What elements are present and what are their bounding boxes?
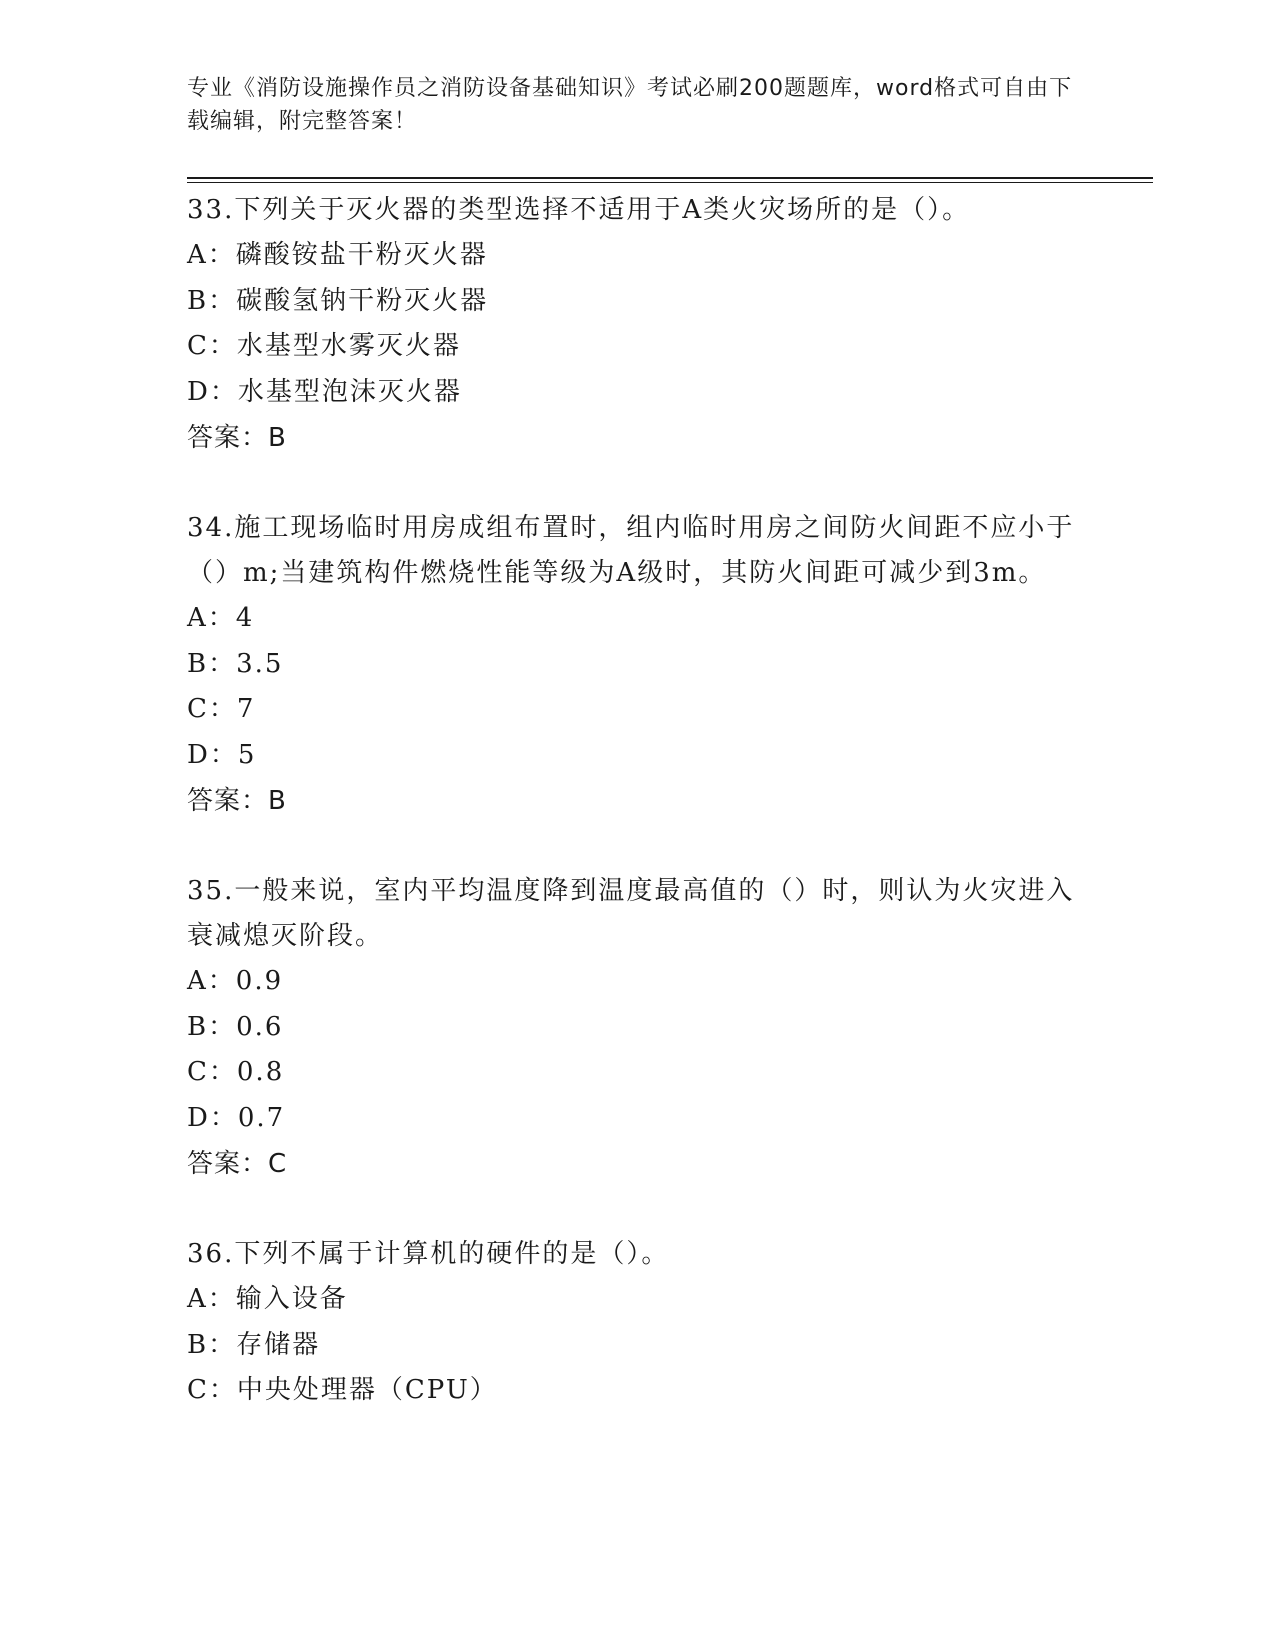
option-b: B：存储器	[187, 1329, 321, 1360]
option-a: A：磷酸铵盐干粉灭火器	[187, 240, 488, 270]
option-c: C：水基型水雾灭火器	[187, 331, 461, 361]
answer-value: B	[268, 786, 287, 816]
question-item	[187, 1232, 1077, 1414]
option-b: B：3.5	[187, 648, 284, 679]
question-item	[187, 188, 1077, 461]
option-a: A：输入设备	[187, 1284, 348, 1314]
option-c: C：中央处理器（CPU）	[187, 1375, 498, 1405]
header-divider-thin	[187, 182, 1153, 183]
answer-label: 答案：	[187, 423, 269, 453]
option-c: C：0.8	[187, 1057, 285, 1087]
question-list	[187, 188, 1077, 1459]
option-b: B：0.6	[187, 1011, 284, 1042]
document-header: 专业《消防设施操作员之消防设备基础知识》考试必刷200题题库，word格式可自由下载编辑，附完整答案！	[187, 76, 1073, 134]
option-d: D：5	[187, 739, 257, 770]
question-stem: 35.一般来说，室内平均温度降到温度最高值的（）时，则认为火灾进入衰减熄灭阶段。	[187, 876, 1075, 951]
option-a: A：0.9	[187, 966, 284, 996]
answer-line	[187, 415, 1077, 461]
question-item	[187, 869, 1077, 1187]
option-c: C：7	[187, 694, 256, 724]
option-d: D：水基型泡沫灭火器	[187, 376, 462, 407]
option-a: A：4	[187, 603, 255, 633]
answer-value: C	[268, 1149, 288, 1179]
question-stem: 33.下列关于灭火器的类型选择不适用于A类火灾场所的是（）。	[187, 195, 971, 225]
question-stem: 36.下列不属于计算机的硬件的是（）。	[187, 1239, 670, 1269]
question-stem: 34.施工现场临时用房成组布置时，组内临时用房之间防火间距不应小于（）m;当建筑构件燃烧性能等级为A级时，其防火间距可减少到3m。	[187, 513, 1075, 588]
answer-label: 答案：	[187, 786, 269, 816]
answer-value: B	[268, 423, 287, 453]
answer-label: 答案：	[187, 1149, 269, 1179]
option-d: D：0.7	[187, 1102, 286, 1133]
question-item	[187, 506, 1077, 824]
header-divider-thick	[187, 177, 1153, 179]
answer-line	[187, 778, 1077, 824]
answer-line	[187, 1141, 1077, 1187]
option-b: B：碳酸氢钠干粉灭火器	[187, 285, 489, 316]
